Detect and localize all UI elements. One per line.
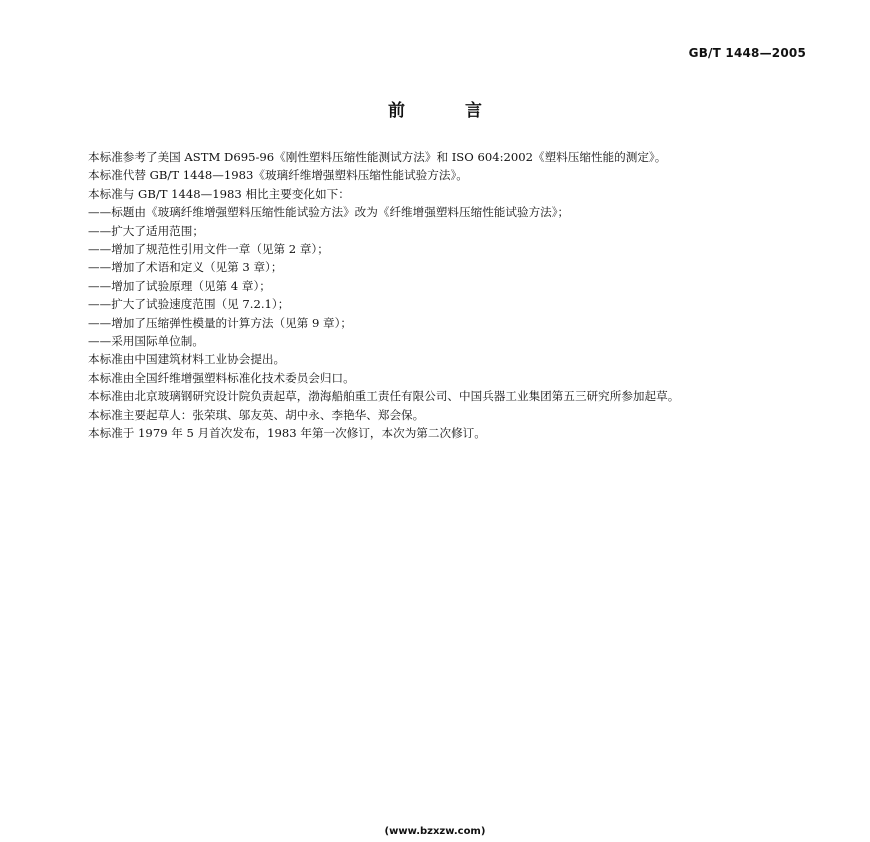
change-item: ——扩大了试验速度范围（见 7.2.1）； (88, 297, 290, 312)
page-title (0, 96, 870, 121)
change-item: ——扩大了适用范围； (88, 223, 204, 238)
foreword-body (62, 148, 814, 443)
change-item: ——增加了规范性引用文件一章（见第 2 章）； (88, 242, 329, 257)
change-item: ——增加了压缩弹性模量的计算方法（见第 9 章）； (88, 315, 353, 330)
footer-website: (www.bzxzw.com) (384, 826, 486, 837)
change-item: ——采用国际单位制。 (88, 334, 204, 349)
paragraph-replaces: 本标准代替 GB/T 1448—1983《玻璃纤维增强塑料压缩性能试验方法》。 (88, 168, 468, 183)
paragraph-history: 本标准于 1979 年 5 月首次发布，1983 年第一次修订，本次为第二次修订。 (88, 426, 486, 441)
paragraph-main-drafters: 本标准主要起草人：张荣琪、邬友英、胡中永、李艳华、郑会保。 (88, 407, 425, 422)
title-char-2: 言 (465, 101, 482, 121)
standard-number: GB/T 1448—2005 (688, 46, 806, 60)
change-item: ——增加了试验原理（见第 4 章）； (88, 278, 271, 293)
paragraph-managed-by: 本标准由全国纤维增强塑料标准化技术委员会归口。 (88, 370, 355, 385)
change-item: ——增加了术语和定义（见第 3 章）； (88, 260, 283, 275)
paragraph-changes-intro: 本标准与 GB/T 1448—1983 相比主要变化如下： (88, 186, 350, 201)
paragraph-reference: 本标准参考了美国 ASTM D695-96《刚性塑料压缩性能测试方法》和 ISO 604:2002《塑料压缩性能的测定》。 (88, 150, 667, 164)
paragraph-drafted-by: 本标准由北京玻璃钢研究设计院负责起草，渤海船舶重工责任有限公司、中国兵器工业集团第五三研究所参加起草。 (88, 389, 680, 404)
change-item: ——标题由《玻璃纤维增强塑料压缩性能试验方法》改为《纤维增强塑料压缩性能试验方法》； (88, 205, 570, 220)
paragraph-proposed-by: 本标准由中国建筑材料工业协会提出。 (88, 352, 286, 367)
title-char-1: 前 (388, 101, 405, 121)
